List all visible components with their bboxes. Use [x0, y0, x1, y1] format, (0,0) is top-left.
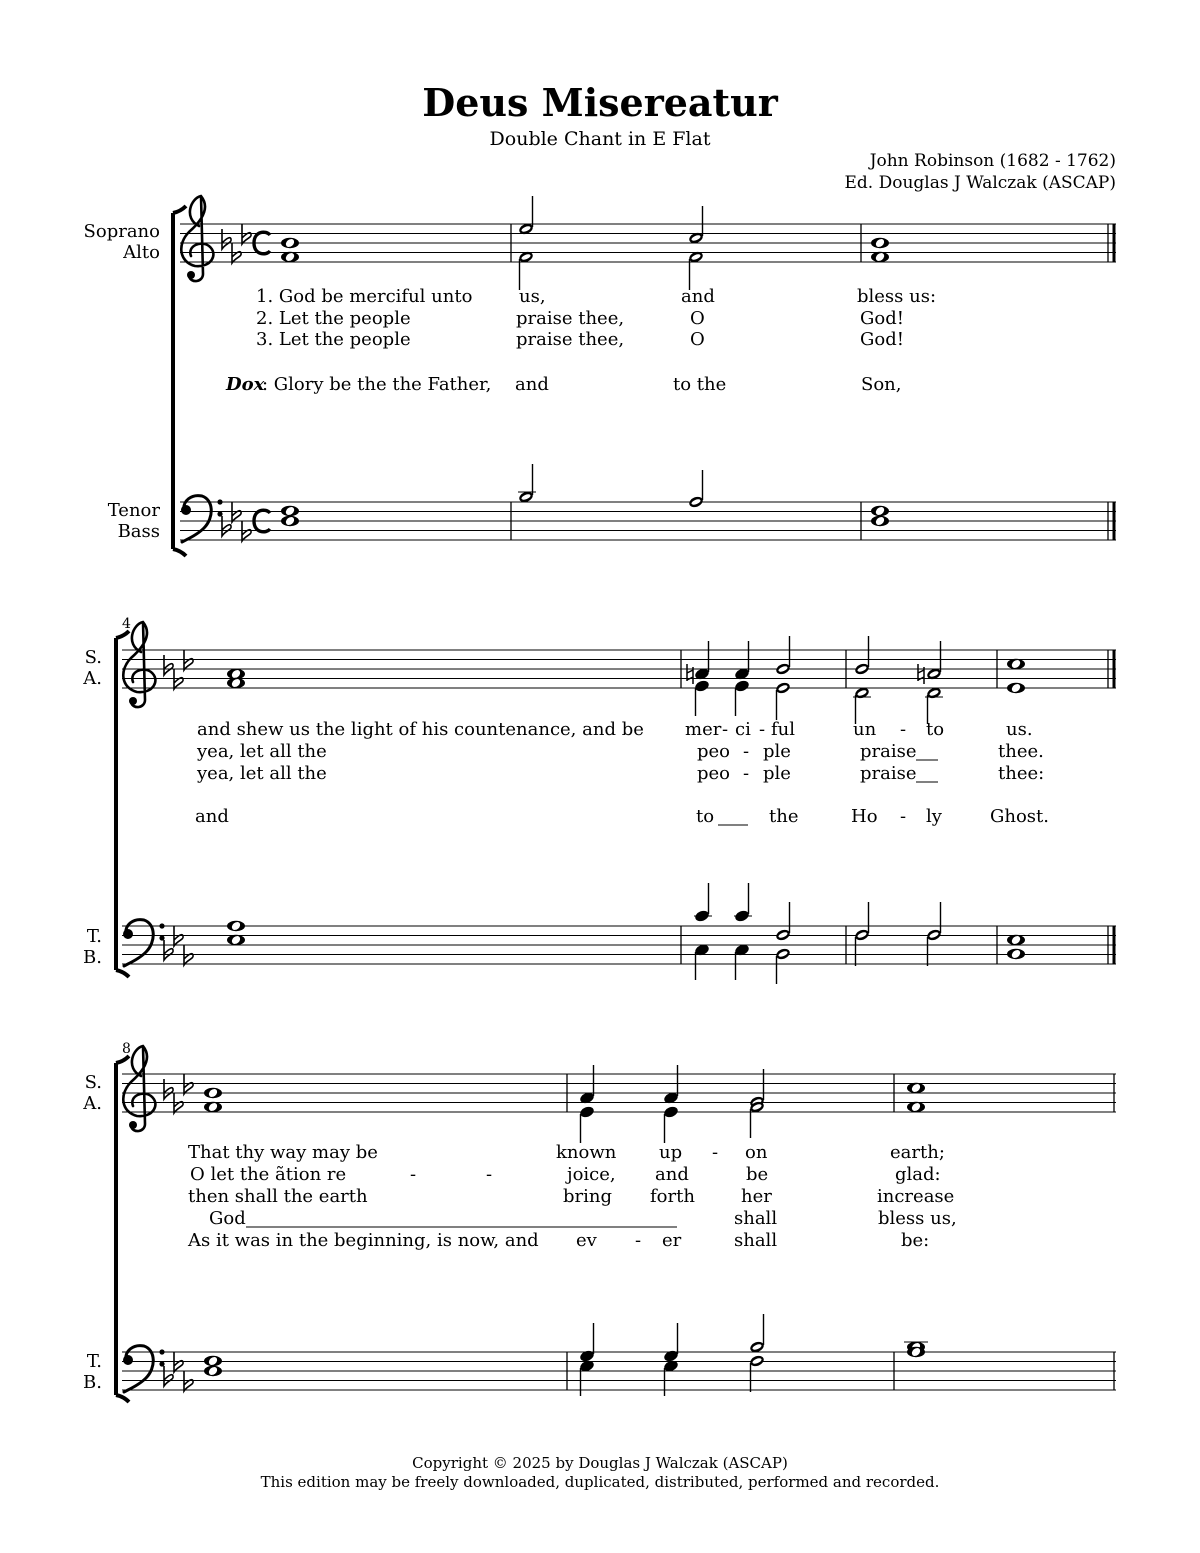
svg-text:yea, let all the: yea, let all the — [197, 763, 327, 784]
svg-text:-: - — [722, 719, 729, 740]
svg-text:to: to — [696, 806, 715, 827]
measure-number: 8 — [122, 1041, 131, 1057]
system-2 — [82, 616, 1116, 984]
measure-number: 4 — [122, 616, 131, 632]
license: This edition may be freely downloaded, duplicated, distributed, performed and recorded. — [260, 1473, 940, 1491]
svg-text:us,: us, — [519, 286, 546, 307]
svg-text:Son,: Son, — [861, 374, 902, 395]
svg-text:A.: A. — [83, 668, 102, 689]
svg-text:on: on — [745, 1142, 768, 1163]
svg-text:thee.: thee. — [998, 741, 1044, 762]
svg-text:er: er — [662, 1230, 682, 1251]
bass-clef-icon — [181, 496, 223, 542]
svg-text:ful: ful — [771, 719, 796, 740]
svg-text:-: - — [486, 1164, 493, 1185]
svg-text:known: known — [556, 1142, 617, 1163]
svg-text:As it was in the beginning, is: As it was in the beginning, is now, and — [188, 1230, 539, 1251]
svg-text:-: - — [712, 1142, 719, 1163]
svg-text:praise thee,: praise thee, — [516, 308, 625, 329]
treble-clef-icon — [181, 196, 213, 281]
svg-text:the: the — [769, 806, 799, 827]
svg-text:then shall the earth: then shall the earth — [188, 1186, 368, 1207]
svg-text:peo: peo — [697, 763, 731, 784]
svg-text:-: - — [900, 806, 907, 827]
svg-text:and: and — [515, 374, 549, 395]
label-soprano: Soprano — [83, 221, 160, 242]
svg-text:1. God be merciful unto: 1. God be merciful unto — [256, 286, 473, 307]
svg-text:glad:: glad: — [895, 1164, 941, 1185]
label-alto: Alto — [123, 242, 160, 263]
svg-text:ple: ple — [763, 763, 791, 784]
svg-text:T.: T. — [86, 1351, 102, 1372]
svg-text:-: - — [743, 763, 750, 784]
svg-text:and: and — [681, 286, 715, 307]
svg-text:praise thee,: praise thee, — [516, 329, 625, 350]
svg-text:Ghost.: Ghost. — [990, 806, 1050, 827]
svg-text:S.: S. — [84, 1072, 102, 1093]
svg-text:: Glory be the the Father,: : Glory be the the Father, — [262, 374, 492, 395]
svg-text:shall: shall — [734, 1230, 778, 1251]
svg-text:joice,: joice, — [567, 1164, 616, 1185]
lyrics-system-2 — [195, 719, 1049, 827]
svg-text:be: be — [746, 1164, 769, 1185]
svg-text:B.: B. — [83, 1372, 102, 1393]
svg-text:us.: us. — [1006, 719, 1033, 740]
svg-text:be:: be: — [901, 1230, 930, 1251]
bass-clef-icon — [123, 920, 165, 966]
copyright: Copyright © 2025 by Douglas J Walczak (ASCAP) — [412, 1454, 788, 1472]
editor: Ed. Douglas J Walczak (ASCAP) — [844, 173, 1116, 193]
svg-text:earth;: earth; — [890, 1142, 945, 1163]
svg-text:yea, let all the: yea, let all the — [197, 741, 327, 762]
bass-staff — [180, 502, 1116, 540]
svg-text:O let the ãtion re: O let the ãtion re — [190, 1164, 347, 1185]
svg-text:mer: mer — [685, 719, 722, 740]
svg-text:shall: shall — [734, 1208, 778, 1229]
treble-clef-icon — [123, 622, 155, 707]
svg-text:ci: ci — [735, 719, 751, 740]
svg-text:thee:: thee: — [998, 763, 1045, 784]
svg-text:and shew us the light of his c: and shew us the light of his countenance, and be — [197, 719, 644, 740]
svg-text:praise: praise — [860, 741, 917, 762]
svg-text:God!: God! — [860, 329, 904, 350]
svg-text:bless us,: bless us, — [878, 1208, 957, 1229]
svg-text:-: - — [635, 1230, 642, 1251]
svg-text:increase: increase — [877, 1186, 955, 1207]
svg-text:praise: praise — [860, 763, 917, 784]
lyrics-system-1 — [225, 286, 936, 395]
svg-text:ev: ev — [576, 1230, 597, 1251]
svg-text:O: O — [690, 308, 705, 329]
composer: John Robinson (1682 - 1762) — [869, 151, 1116, 171]
svg-text:-: - — [410, 1164, 417, 1185]
lyrics-system-3 — [187, 1142, 957, 1251]
svg-text:to the: to the — [673, 374, 727, 395]
svg-text:and: and — [195, 806, 229, 827]
svg-text:2. Let the people: 2. Let the people — [256, 308, 411, 329]
svg-text:-: - — [743, 741, 750, 762]
svg-text:her: her — [741, 1186, 772, 1207]
bass-clef-icon — [123, 1346, 165, 1392]
svg-text:bring: bring — [563, 1186, 612, 1207]
svg-text:ple: ple — [763, 741, 791, 762]
label-tenor: Tenor — [107, 500, 160, 521]
svg-text:-: - — [900, 719, 907, 740]
svg-text:T.: T. — [86, 926, 102, 947]
page-title: Deus Misereatur — [422, 80, 778, 125]
footer — [0, 1454, 1200, 1492]
svg-text:peo: peo — [697, 741, 731, 762]
system-1 — [84, 196, 1116, 556]
svg-text:un: un — [853, 719, 877, 740]
svg-text:B.: B. — [83, 947, 102, 968]
svg-text:and: and — [655, 1164, 689, 1185]
subtitle: Double Chant in E Flat — [489, 128, 711, 150]
svg-text:O: O — [690, 329, 705, 350]
svg-text:That thy way may be: That thy way may be — [188, 1142, 378, 1163]
svg-text:God!: God! — [860, 308, 904, 329]
svg-text:Ho: Ho — [851, 806, 878, 827]
svg-text:up: up — [659, 1142, 683, 1163]
svg-text:3. Let the people: 3. Let the people — [256, 329, 411, 350]
system-3 — [82, 1041, 1116, 1402]
svg-text:S.: S. — [84, 647, 102, 668]
svg-text:forth: forth — [650, 1186, 695, 1207]
svg-text:Dox: Dox — [226, 374, 265, 395]
label-bass: Bass — [117, 521, 160, 542]
svg-text:ly: ly — [926, 806, 942, 827]
treble-staff — [180, 224, 1116, 262]
svg-text:bless us:: bless us: — [857, 286, 937, 307]
svg-text:-: - — [759, 719, 766, 740]
svg-text:to: to — [926, 719, 945, 740]
svg-text:A.: A. — [83, 1093, 102, 1114]
svg-text:God: God — [209, 1208, 246, 1229]
